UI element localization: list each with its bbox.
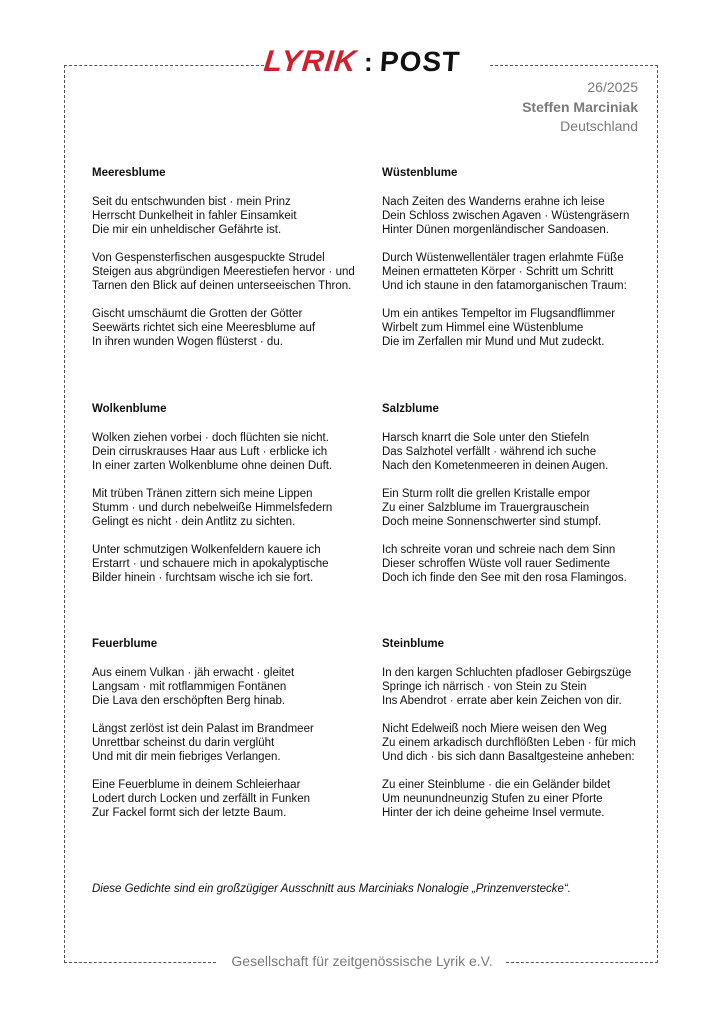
poem-line: Nicht Edelweiß noch Miere weisen den Weg — [382, 723, 607, 735]
poem-line: Tarnen den Blick auf deinen unterseeischen Thron. — [92, 280, 352, 292]
poem-line: Ins Abendrot · errate aber kein Zeichen von dir. — [382, 695, 622, 707]
logo-separator: : — [363, 46, 373, 77]
poem-line: Langsam · mit rotflammigen Fontänen — [92, 681, 287, 693]
poem-line: Mit trüben Tränen zittern sich meine Lippen — [92, 488, 313, 500]
poem-line: Unter schmutzigen Wolkenfeldern kauere ich — [92, 544, 321, 556]
logo-word-post: POST — [378, 46, 461, 77]
stanza — [382, 431, 662, 473]
poem-line: Dein cirruskrauses Haar aus Luft · erblicke ich — [92, 446, 328, 458]
poem-line: Eine Feuerblume in deinem Schleierhaar — [92, 779, 301, 791]
poem-title: Steinblume — [382, 638, 444, 650]
stanza — [382, 307, 662, 349]
poem-title: Wüstenblume — [382, 167, 458, 179]
poem-line: In den kargen Schluchten pfadloser Gebirgszüge — [382, 667, 632, 679]
poem-line: Das Salzhotel verfällt · während ich suche — [382, 446, 597, 458]
poem-title: Feuerblume — [92, 638, 158, 650]
poem-line: Die mir ein unheldischer Gefährte ist. — [92, 224, 282, 236]
issue-meta — [522, 78, 638, 137]
stanza — [92, 666, 372, 708]
poem-line: Durch Wüstenwellentäler tragen erlahmte Füße — [382, 252, 624, 264]
poem-line: Zur Fackel formt sich der letzte Baum. — [92, 807, 287, 819]
poem-line: Die im Zerfallen mir Mund und Mut zudeckt. — [382, 336, 605, 348]
frame-top-right — [490, 65, 658, 66]
author-country: Deutschland — [560, 118, 638, 134]
poem — [382, 637, 662, 834]
poem-line: Dieser schroffen Wüste voll rauer Sedimente — [382, 558, 610, 570]
poem-line: Nach Zeiten des Wanderns erahne ich leise — [382, 196, 605, 208]
poem-line: Erstarrt · und schauere mich in apokalyptische — [92, 558, 329, 570]
stanza — [382, 778, 662, 820]
poem-line: Springe ich närrisch · von Stein zu Stein — [382, 681, 587, 693]
poem — [382, 402, 662, 599]
poem-line: Steigen aus abgründigen Meerestiefen hervor · und — [92, 266, 355, 278]
stanza — [92, 487, 372, 529]
poem-line: Längst zerlöst ist dein Palast im Brandmeer — [92, 723, 314, 735]
poem-line: Doch ich finde den See mit den rosa Flamingos. — [382, 572, 627, 584]
frame-left — [64, 65, 65, 963]
stanza — [92, 778, 372, 820]
logo-word-lyrik: LYRIK — [262, 45, 359, 78]
poem — [92, 166, 372, 363]
poem-line: Seit du entschwunden bist · mein Prinz — [92, 196, 291, 208]
stanza — [382, 195, 662, 237]
poem-line: Doch meine Sonnenschwerter sind stumpf. — [382, 516, 602, 528]
frame-top-left — [64, 65, 264, 66]
poem-line: Um ein antikes Tempeltor im Flugsandflimmer — [382, 308, 616, 320]
poem-line: Hinter der ich deine geheime Insel vermute. — [382, 807, 605, 819]
stanza — [92, 431, 372, 473]
footer-society: Gesellschaft für zeitgenössische Lyrik e.V. — [231, 953, 493, 969]
stanza — [92, 543, 372, 585]
poem-line: Seewärts richtet sich eine Meeresblume auf — [92, 322, 316, 334]
stanza — [382, 487, 662, 529]
issue-number: 26/2025 — [587, 79, 638, 95]
lyrikpost-logo — [262, 42, 462, 82]
poem-line: Unrettbar scheinst du darin verglüht — [92, 737, 275, 749]
poem-line: Ein Sturm rollt die grellen Kristalle empor — [382, 488, 591, 500]
poem — [92, 402, 372, 599]
stanza — [382, 666, 662, 708]
poem-line: Die Lava den erschöpften Berg hinab. — [92, 695, 286, 707]
poem-line: Dein Schloss zwischen Agaven · Wüstengräsern — [382, 210, 630, 222]
poem-line: Lodert durch Locken und zerfällt in Funken — [92, 793, 310, 805]
poem-line: Und ich staune in den fatamorganischen Traum: — [382, 280, 627, 292]
poem-line: Zu einer Salzblume im Trauergrauschein — [382, 502, 590, 514]
poem-line: Wolken ziehen vorbei · doch flüchten sie nicht. — [92, 432, 329, 444]
poem-line: Gischt umschäumt die Grotten der Götter — [92, 308, 303, 320]
stanza — [382, 543, 662, 585]
poem-line: Bilder hinein · furchtsam wische ich sie fort. — [92, 572, 314, 584]
poem-line: Harsch knarrt die Sole unter den Stiefeln — [382, 432, 590, 444]
poem-line: Herrscht Dunkelheit in fahler Einsamkeit — [92, 210, 297, 222]
stanza — [92, 307, 372, 349]
poem-line: Hinter Dünen morgenländischer Sandoasen. — [382, 224, 609, 236]
poem-line: Meinen ermatteten Körper · Schritt um Schritt — [382, 266, 614, 278]
stanza — [92, 195, 372, 237]
stanza — [92, 722, 372, 764]
poem-line: Zu einem arkadisch durchflößten Leben · für mich — [382, 737, 636, 749]
poem — [92, 637, 372, 834]
poem-line: Um neunundneunzig Stufen zu einer Pforte — [382, 793, 603, 805]
author-name: Steffen Marciniak — [522, 98, 638, 115]
poem-line: Stumm · und durch nebelweiße Himmelsfedern — [92, 502, 333, 514]
poem-line: Von Gespensterfischen ausgespuckte Strudel — [92, 252, 325, 264]
poem-line: Aus einem Vulkan · jäh erwacht · gleitet — [92, 667, 295, 679]
stanza — [382, 722, 662, 764]
poem-title: Wolkenblume — [92, 403, 167, 415]
poem-line: In ihren wunden Wogen flüsterst · du. — [92, 336, 283, 348]
poem-line: Zu einer Steinblume · die ein Geländer bildet — [382, 779, 611, 791]
poem-line: Wirbelt zum Himmel eine Wüstenblume — [382, 322, 584, 334]
stanza — [382, 251, 662, 293]
poem-title: Salzblume — [382, 403, 439, 415]
poem-title: Meeresblume — [92, 167, 166, 179]
poem-line: Nach den Kometenmeeren in deinen Augen. — [382, 460, 609, 472]
poem-line: In einer zarten Wolkenblume ohne deinen Duft. — [92, 460, 333, 472]
poem-line: Und mit dir mein fiebriges Verlangen. — [92, 751, 281, 763]
poem-line: Gelingt es nicht · dein Antlitz zu sichten. — [92, 516, 296, 528]
poem — [382, 166, 662, 363]
editorial-note: Diese Gedichte sind ein großzügiger Ausschnitt aus Marciniaks Nonalogie „Prinzenverstecke“. — [92, 883, 571, 895]
poem-line: Ich schreite voran und schreie nach dem Sinn — [382, 544, 616, 556]
poem-line: Und dich · bis sich dann Basaltgesteine anheben: — [382, 751, 635, 763]
stanza — [92, 251, 372, 293]
